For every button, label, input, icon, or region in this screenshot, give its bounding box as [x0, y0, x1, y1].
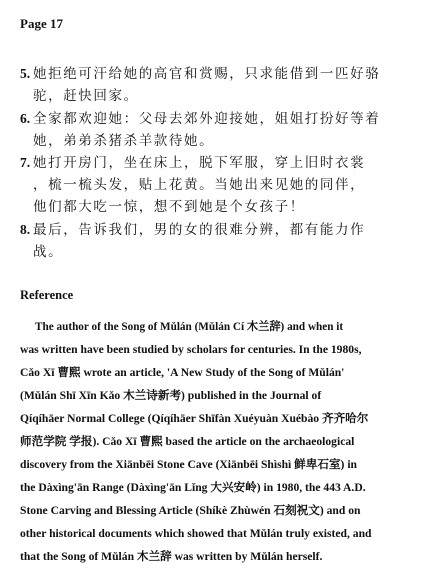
list-item-7: [20, 152, 415, 218]
list-item-6: [20, 108, 415, 152]
reference-line: 师范学院 学报). Cǎo Xī 曹熙 based the article on the archaeological: [20, 435, 355, 448]
list-item-number: 8.: [20, 222, 31, 237]
reference-line: Cǎo Xī 曹熙 wrote an article, 'A New Study of the Song of Mǔlán': [20, 366, 345, 379]
list-item-line: 全家都欢迎她：父母去郊外迎接她，姐姐打扮好等着: [33, 111, 381, 127]
reference-line: that the Song of Mǔlán 木兰辞 was written by Mǔlán herself.: [20, 550, 323, 563]
list-item-number: 5.: [20, 66, 31, 81]
reference-heading: Reference: [20, 288, 74, 302]
page-number: Page 17: [20, 16, 63, 31]
list-item-line: 她拒绝可汗给她的高官和赏赐，只求能借到一匹好骆: [33, 66, 381, 82]
reference-line: was written have been studied by scholars for centuries. In the 1980s,: [20, 343, 362, 356]
list-item-line: 驼，赶快回家。: [33, 88, 139, 104]
list-item-line: 她，弟弟杀猪杀羊款待她。: [33, 133, 215, 149]
list-item-5: [20, 63, 415, 107]
reference-line: (Mǔlán Shī Xīn Kǎo 木兰诗新考) published in the Journal of: [20, 389, 322, 402]
list-item-number: 7.: [20, 155, 31, 170]
list-item-number: 6.: [20, 111, 31, 126]
reference-line: discovery from the Xiānbēi Stone Cave (Xiānbēi Shìshì 鲜卑石室) in: [20, 458, 357, 471]
list-item-line: 最后，告诉我们，男的女的很难分辨，都有能力作: [33, 222, 366, 238]
reference-line: Qíqíhāer Normal College (Qíqíhāer Shīfàn Xuéyuàn Xuébào 齐齐哈尔: [20, 412, 369, 425]
list-item-8: [20, 219, 415, 263]
list-item-line: ，梳一梳头发，贴上花黄。当她出来见她的同伴，: [33, 177, 366, 193]
reference-line: other historical documents which showed that Mǔlán truly existed, and: [20, 527, 372, 540]
list-item-line: 战。: [33, 244, 64, 260]
reference-line: Stone Carving and Blessing Article (Shíkè Zhùwén 石刻祝文) and on: [20, 504, 361, 517]
reference-line: the Dàxìng'ān Range (Dàxìng'ān Lǐng 大兴安岭) in 1980, the 443 A.D.: [20, 481, 366, 494]
list-item-line: 他们都大吃一惊，想不到她是个女孩子！: [33, 199, 305, 215]
reference-line: The author of the Song of Mǔlán (Mǔlán Cí 木兰辞) and when it: [35, 320, 344, 333]
list-item-line: 她打开房门，坐在床上，脱下军服，穿上旧时衣裳: [33, 155, 366, 171]
